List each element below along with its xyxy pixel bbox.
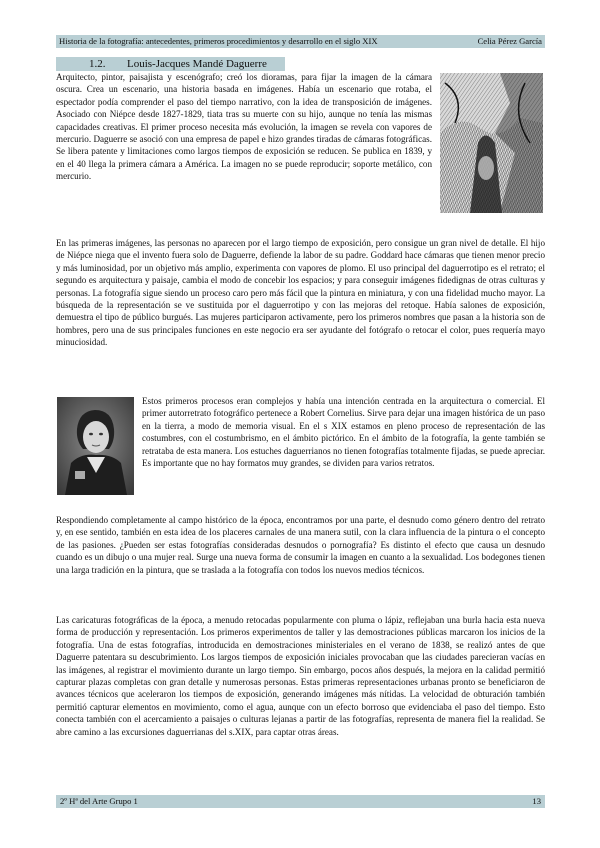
paragraph-nude-genre: Respondiendo completamente al campo histórico de la época, encontramos por una parte, el desnudo como género dentro del retrato y, en ese sentido, también en esta idea de los placeres carnales de una manera sutil, con la clara influencia de la pintura o el concepto de las pasiones. ¿Pueden ser estas fotografías consideradas desnudos o pornografía? Es distinto el efecto que causa un desnudo cuando es un dibujo o una mujer real. Surge una nueva forma de consumir la imagen en cuanto a la sexualidad. Los bodegones tienen una larga tradición en la pintura, que se traslada a la fotografía con todos los nuevos medios técnicos. [56, 515, 545, 575]
section-title: Louis-Jacques Mandé Daguerre [127, 58, 267, 70]
footer-course: 2º Hª del Arte Grupo 1 [60, 796, 138, 806]
paragraph-daguerre-bio: Arquitecto, pintor, paisajista y escenógrafo; creó los dioramas, para fijar la imagen de la cámara oscura. Crea un escenario, una historia basada en imágenes. Había un escenario que rotaba, el espectador podía comprender el paso del tiempo narrativo, con la idea de transposición de imágenes. Asociado con Niépce desde 1827-1829, tiata tras su muerte con su hijo, aunque no tenía las mismas capacidades creativas. El primer proceso necesita más evolución, la imagen se revela con vapores de mercurio. Daguerre se asoció con una empresa de papel e hizo grandes tiradas de cámaras fotográficas. Se libera patente y limitaciones como largos tiempos de exposición se reducen. Se publica en 1839, y en el 40 llega la primera cámara a América. La imagen no se puede reproducir; soporte metálico, con mercurio. [56, 72, 432, 182]
page-header [56, 35, 545, 48]
cornelius-self-portrait-image [57, 397, 134, 495]
page-footer [56, 795, 545, 808]
page-number: 13 [532, 796, 541, 806]
diorama-engraving-image [440, 73, 543, 213]
header-author: Celia Pérez García [477, 36, 542, 46]
paragraph-cornelius-portrait: Estos primeros procesos eran complejos y había una intención centrada en la arquitectura o comercial. El primer autorretrato fotográfico pertenece a Robert Cornelius. Sirve para dejar una imagen histórica de un paso en la tierra, a modo de memoria visual. En el s XIX estamos en pleno proceso de representación de las costumbres, con el costumbrismo, en el ámbito pictórico. En el ámbito de la fotografía, la gente también se retrataba de esta manera. Los estuches daguerrianos no tienen fotografías totalmente fijadas, se puede apreciar. Es importante que no hay formatos muy grandes, se dividen para varios retratos. [142, 396, 545, 469]
section-heading [56, 57, 285, 71]
paragraph-caricatures-urban: Las caricaturas fotográficas de la época, a menudo retocadas popularmente con pluma o lápiz, reflejaban una burla hacia esta nueva forma de producción y representación. Los primeros experimentos de taller y las demostraciones públicas marcaron los inicios de la fotografía. Una de estas fotografías, introducida en demostraciones ministeriales en el verano de 1838, se realizó antes de que Daguerre patentara su descubrimiento. Los largos tiempos de exposición iniciales provocaban que las ciudades parecieran vacías en las imágenes, al registrar el movimiento durante un largo tiempo. Sin embargo, pocos años después, la mejora en la calidad permitió capturar plazas completas con gran detalle y numerosas personas. Estas primeras representaciones urbanas pronto se beneficiaron de avances técnicos que aceleraron los tiempos de exposición, generando imágenes más nítidas. La velocidad de obturación también permitió capturar elementos en movimiento, como el agua, aunque con un efecto borroso que evidenciaba el paso del tiempo. Esto conecta también con el acercamiento a paisajes o culturas lejanas a partir de las fotografías, representa de manera fiel la realidad. Se abre camino a las excursiones daguerrianas del s.XIX, para captar otras áreas. [56, 615, 545, 737]
section-number: 1.2. [89, 58, 106, 70]
header-title: Historia de la fotografía: antecedentes, primeros procedimientos y desarrollo en el siglo XIX [59, 36, 378, 46]
paragraph-daguerreotype-uses: En las primeras imágenes, las personas no aparecen por el largo tiempo de exposición, pero consigue un gran nivel de detalle. El hijo de Niépce niega que el invento fuera solo de Daguerre, defiende la labor de su padre. Goddard hace cámaras que tienen menor precio y más luminosidad, por un objetivo más amplio, experimenta con vapores de plomo. El uso principal del daguerrotipo es el retrato; el segundo es arquitectura y paisaje, cambia el modo de concebir los espacios; y para conseguir imágenes fidedignas de otras culturas y personas. La fotografía sigue siendo un proceso caro pero más fácil que la pintura en miniatura, y con una fidelidad mucho mayor. La búsqueda de la representación se ve sustituida por el daguerrotipo y con las mejoras del retoque. Había salones de exposición, demuestra el tipo de público burgués. Las mujeres participaron activamente, pero los primeros nombres que pasan a la historia son de hombres, pero una de sus principales funciones en este negocio era ser ayudante del fotógrafo o retocar el color, pues requería mayo minuciosidad. [56, 238, 545, 348]
